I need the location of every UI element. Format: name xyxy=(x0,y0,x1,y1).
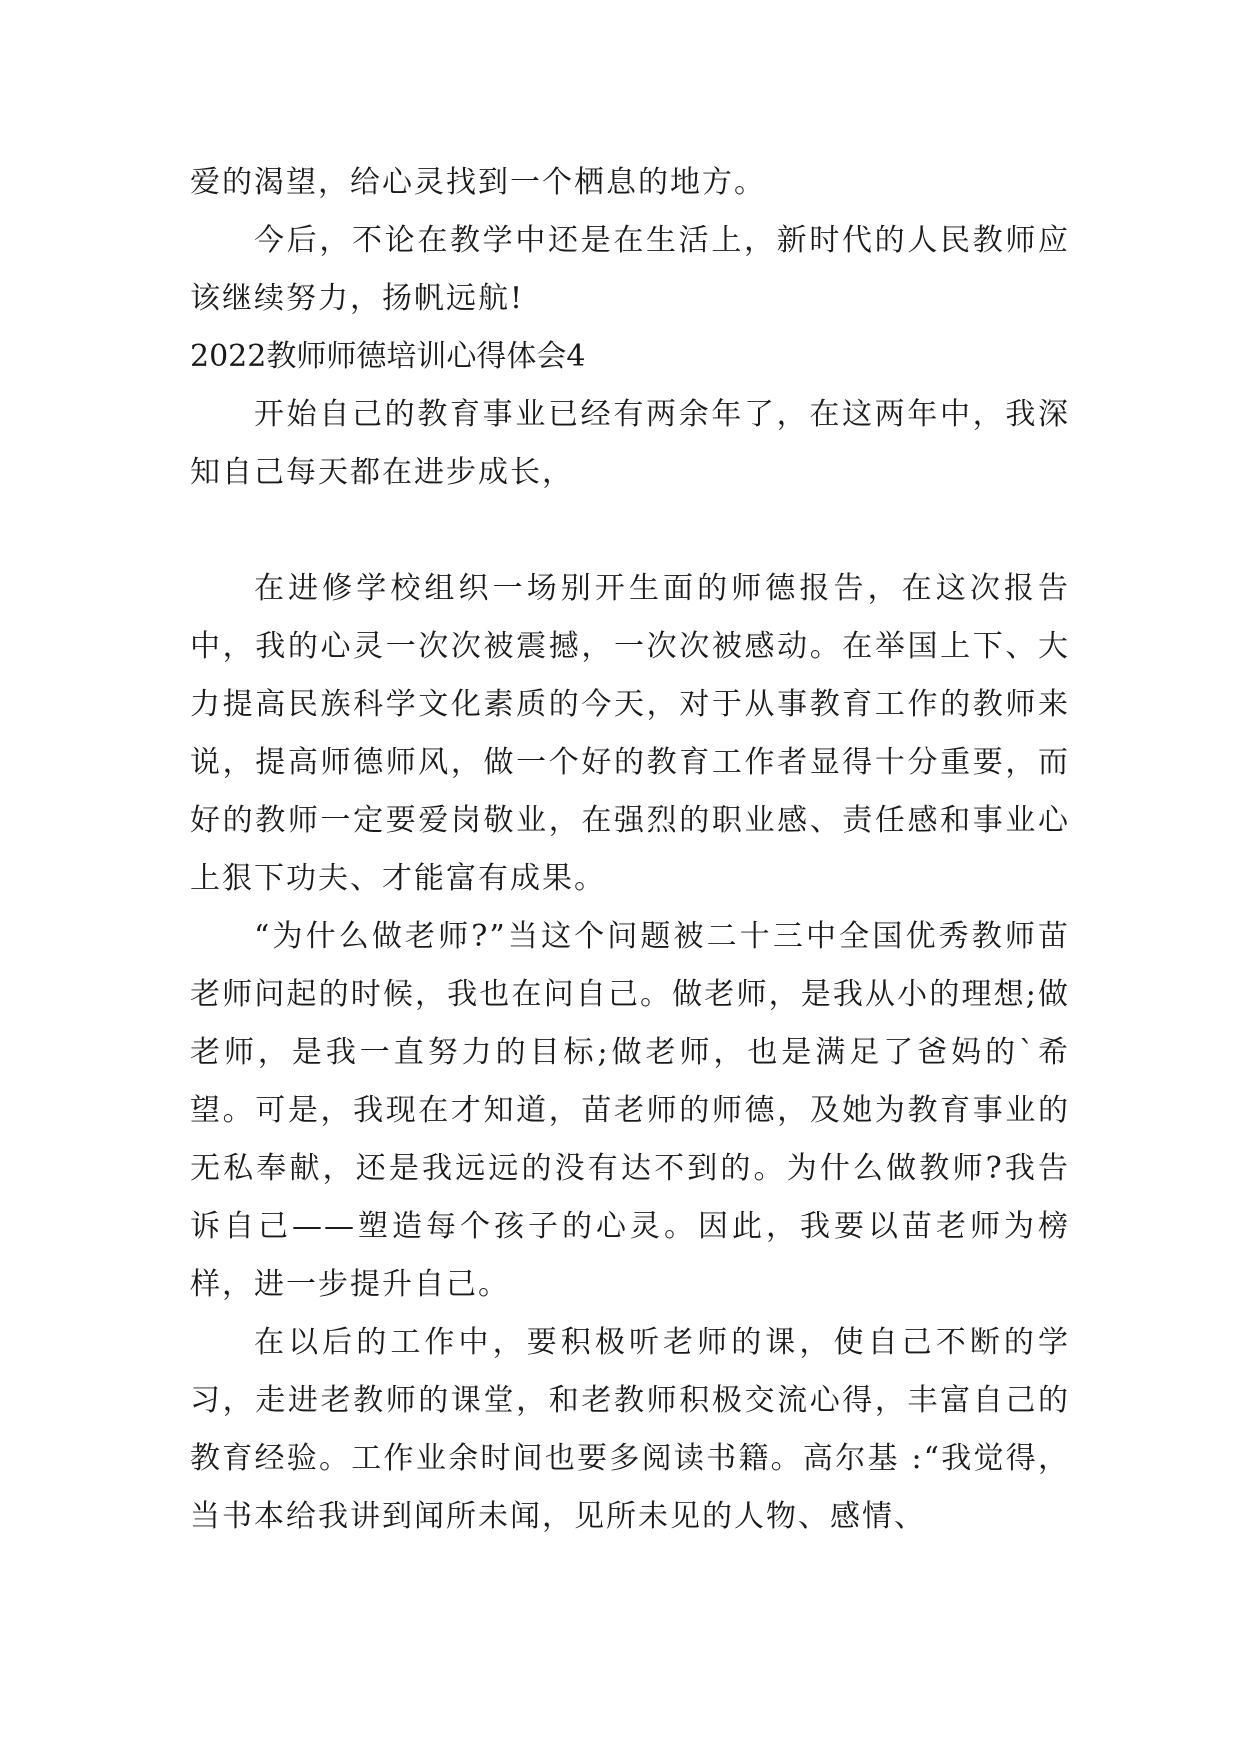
paragraph-6: 在以后的工作中，要积极听老师的课，使自己不断的学习，走进老教师的课堂，和老教师积极交流心得，丰富自己的教育经验。工作业余时间也要多阅读书籍。高尔基 :“我觉得，当书本给我讲到闻所未闻，见所未见的人物、感情、 xyxy=(190,1325,1070,1534)
document-body xyxy=(190,154,1070,1546)
paragraph-1: 爱的渴望，给心灵找到一个栖息的地方。 xyxy=(190,165,766,200)
paragraph-3: 开始自己的教育事业已经有两余年了，在这两年中，我深知自己每天都在进步成长， xyxy=(190,397,1070,490)
paragraph-gap xyxy=(190,502,1070,560)
section-heading: 2022教师师德培训心得体会4 xyxy=(190,339,586,374)
paragraph-4: 在进修学校组织一场别开生面的师德报告，在这次报告中，我的心灵一次次被震撼，一次次被感动。在举国上下、大力提高民族科学文化素质的今天，对于从事教育工作的教师来说，提高师德师风，做一个好的教育工作者显得十分重要，而好的教师一定要爱岗敬业，在强烈的职业感、责任感和事业心上狠下功夫、才能富有成果。 xyxy=(190,571,1070,896)
paragraph-5: “为什么做老师?”当这个问题被二十三中全国优秀教师苗老师问起的时候，我也在问自己。做老师，是我从小的理想;做老师，是我一直努力的目标;做老师，也是满足了爸妈的`希望。可是，我现在才知道，苗老师的师德，及她为教育事业的无私奉献，还是我远远的没有达不到的。为什么做教师?我告诉自己——塑造每个孩子的心灵。因此，我要以苗老师为榜样，进一步提升自己。 xyxy=(190,919,1070,1302)
paragraph-2: 今后，不论在教学中还是在生活上，新时代的人民教师应该继续努力，扬帆远航! xyxy=(190,223,1070,316)
